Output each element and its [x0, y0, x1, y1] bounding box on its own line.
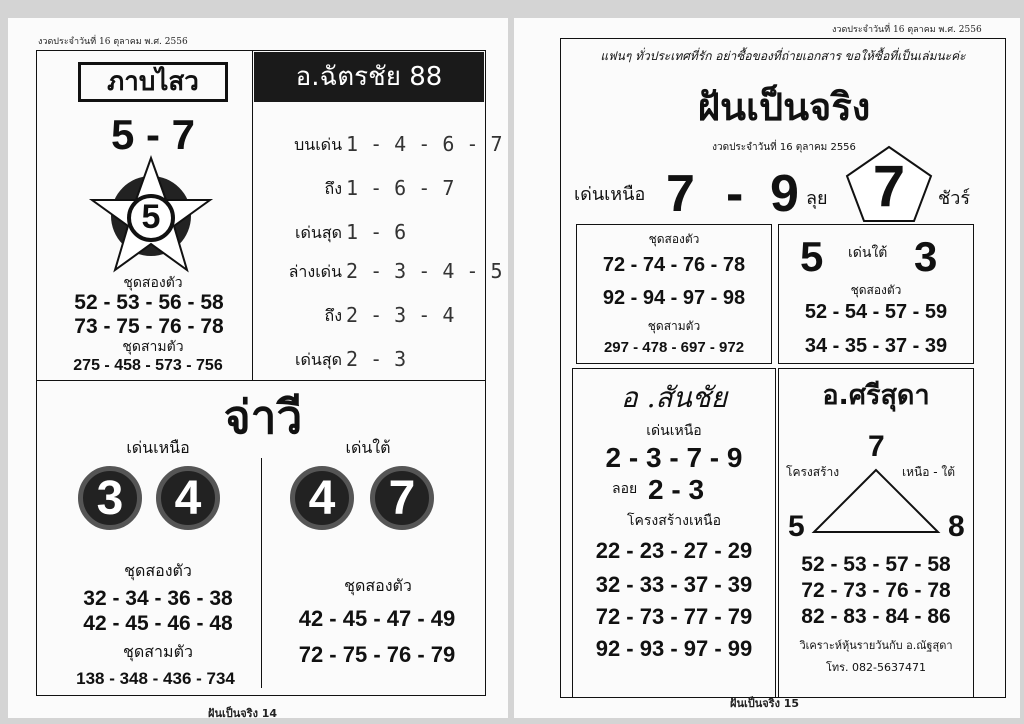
box2-a: 5: [800, 233, 824, 280]
star-emblem: [86, 154, 216, 274]
jawi-south-two-label: ชุดสองตัว: [344, 576, 412, 595]
kaplao-two-label: ชุดสองตัว: [123, 275, 183, 291]
chatchai-row-label: เด่นสุด: [295, 350, 342, 369]
jawi-north-digit: 3: [78, 466, 142, 530]
chatchai-row-nums: 1 - 4 - 6 - 7: [346, 132, 503, 156]
loi-label: ลุย: [806, 188, 828, 209]
star-digit: 5: [141, 198, 161, 236]
north-label: เด่นเหนือ: [574, 184, 646, 205]
chatchai-row-label: ล่างเด่น: [288, 262, 342, 281]
kaplao-title: ภาบไสว: [107, 67, 199, 97]
jawi-three-row: 138 - 348 - 436 - 734: [76, 669, 235, 688]
sanchai-north-label: เด่นเหนือ: [646, 423, 702, 439]
chatchai-row-nums: 2 - 3: [346, 347, 407, 371]
srisuda-left: 5: [788, 510, 805, 543]
right-notice: แฟนๆ ทั่วประเทศที่รัก อย่าซื้อของที่ถ่ายเอกสาร ขอให้ซื้อที่เป็นเล่มนะค่ะ: [600, 49, 966, 63]
sanchai-row: 32 - 33 - 37 - 39: [595, 572, 753, 597]
sanchai-row: 22 - 23 - 27 - 29: [595, 538, 753, 563]
jawi-south-label: เด่นใต้: [345, 438, 391, 457]
sanchai-loi-nums: 2 - 3: [648, 474, 705, 505]
box2-b: 3: [914, 233, 938, 280]
chatchai-row-label: เด่นสุด: [295, 223, 342, 242]
kaplao-two-row: 73 - 75 - 76 - 78: [74, 315, 224, 338]
chatchai-row-nums: 1 - 6: [346, 220, 407, 244]
jawi-three-label: ชุดสามตัว: [123, 642, 193, 661]
jawi-title: จ่าวี: [223, 390, 303, 444]
srisuda-row: 82 - 83 - 84 - 86: [801, 605, 951, 628]
right-date: งวดประจำวันที่ 16 ตุลาคม 2556: [712, 142, 856, 153]
jawi-north-digit: 4: [156, 466, 220, 530]
north-dash: -: [726, 165, 744, 223]
kaplao-title-box: [78, 62, 228, 102]
kaplao-three-label: ชุดสามตัว: [122, 339, 184, 355]
north-a: 7: [666, 165, 695, 223]
sure-digit: 7: [872, 154, 906, 219]
jawi-south-digit: 4: [290, 466, 354, 530]
sanchai-row: 72 - 73 - 77 - 79: [595, 604, 753, 629]
right-header: งวดประจำวันที่ 16 ตุลาคม พ.ศ. 2556: [832, 25, 982, 35]
box2-south-label: เด่นใต้: [848, 245, 888, 261]
jawi-south-two-row: 72 - 75 - 76 - 79: [298, 642, 456, 667]
sanchai-loi-label: ลอย: [612, 481, 638, 497]
left-divider-v-bottom: [261, 458, 262, 688]
jawi-south-digit: 7: [370, 466, 434, 530]
right-title: ฝันเป็นจริง: [697, 85, 871, 129]
sanchai-north-nums: 2 - 3 - 7 - 9: [605, 442, 743, 473]
box1-two-label: ชุดสองตัว: [648, 232, 700, 246]
kaplao-three-row: 275 - 458 - 573 - 756: [73, 357, 223, 374]
sanchai-title: อ .สันชัย: [620, 381, 728, 414]
jawi-south-two-row: 42 - 45 - 47 - 49: [298, 606, 456, 631]
sure-pentagon: [844, 144, 934, 224]
box2-row: 52 - 54 - 57 - 59: [804, 301, 948, 323]
sanchai-struct-label: โครงสร้างเหนือ: [627, 513, 721, 529]
srisuda-right: 8: [948, 510, 965, 543]
sure-label: ชัวร์: [938, 188, 970, 209]
srisuda-top: 7: [868, 430, 885, 463]
left-footer: ฝันเป็นจริง 14: [208, 707, 278, 720]
north-b: 9: [770, 165, 799, 223]
left-header: งวดประจำวันที่ 16 ตุลาคม พ.ศ. 2556: [38, 37, 188, 47]
jawi-two-label: ชุดสองตัว: [124, 561, 192, 580]
chatchai-row-label: ถึง: [324, 179, 342, 198]
left-page: [8, 18, 508, 718]
chatchai-row-nums: 2 - 3 - 4 - 5: [346, 259, 503, 283]
srisuda-credit: วิเคราะห์หุ้นรายวันกับ อ.ณัฐสุดา: [799, 639, 953, 652]
srisuda-struct-label: โครงสร้าง: [786, 465, 840, 479]
jawi-north-label: เด่นเหนือ: [126, 438, 190, 457]
kaplao-two-row: 52 - 53 - 56 - 58: [74, 291, 224, 314]
box1-two-row: 72 - 74 - 76 - 78: [602, 254, 746, 276]
sanchai-row: 92 - 93 - 97 - 99: [595, 636, 753, 661]
left-divider-h: [36, 380, 486, 381]
box1-three-row: 297 - 478 - 697 - 972: [603, 339, 745, 356]
chatchai-title: อ.ฉัตรชัย 88: [295, 62, 443, 92]
srisuda-ns-label: เหนือ - ใต้: [902, 465, 956, 479]
right-footer: ฝันเป็นจริง 15: [730, 697, 800, 710]
chatchai-row-label: บนเด่น: [294, 135, 342, 154]
box2-row: 34 - 35 - 37 - 39: [804, 335, 948, 357]
box1-three-label: ชุดสามตัว: [647, 319, 701, 333]
srisuda-phone: โทร. 082-5637471: [825, 661, 926, 674]
chatchai-row-nums: 2 - 3 - 4: [346, 303, 455, 327]
kaplao-main: 5 - 7: [110, 111, 196, 158]
chatchai-row-nums: 1 - 6 - 7: [346, 176, 455, 200]
jawi-two-row: 42 - 45 - 46 - 48: [83, 612, 233, 635]
right-page: [514, 18, 1020, 718]
srisuda-title: อ.ศรีสุดา: [822, 380, 930, 411]
box2-two-label: ชุดสองตัว: [850, 283, 902, 297]
jawi-two-row: 32 - 34 - 36 - 38: [83, 587, 233, 610]
chatchai-row-label: ถึง: [324, 306, 342, 325]
box1-two-row: 92 - 94 - 97 - 98: [602, 287, 746, 309]
srisuda-row: 72 - 73 - 76 - 78: [801, 579, 951, 602]
srisuda-row: 52 - 53 - 57 - 58: [801, 553, 951, 576]
